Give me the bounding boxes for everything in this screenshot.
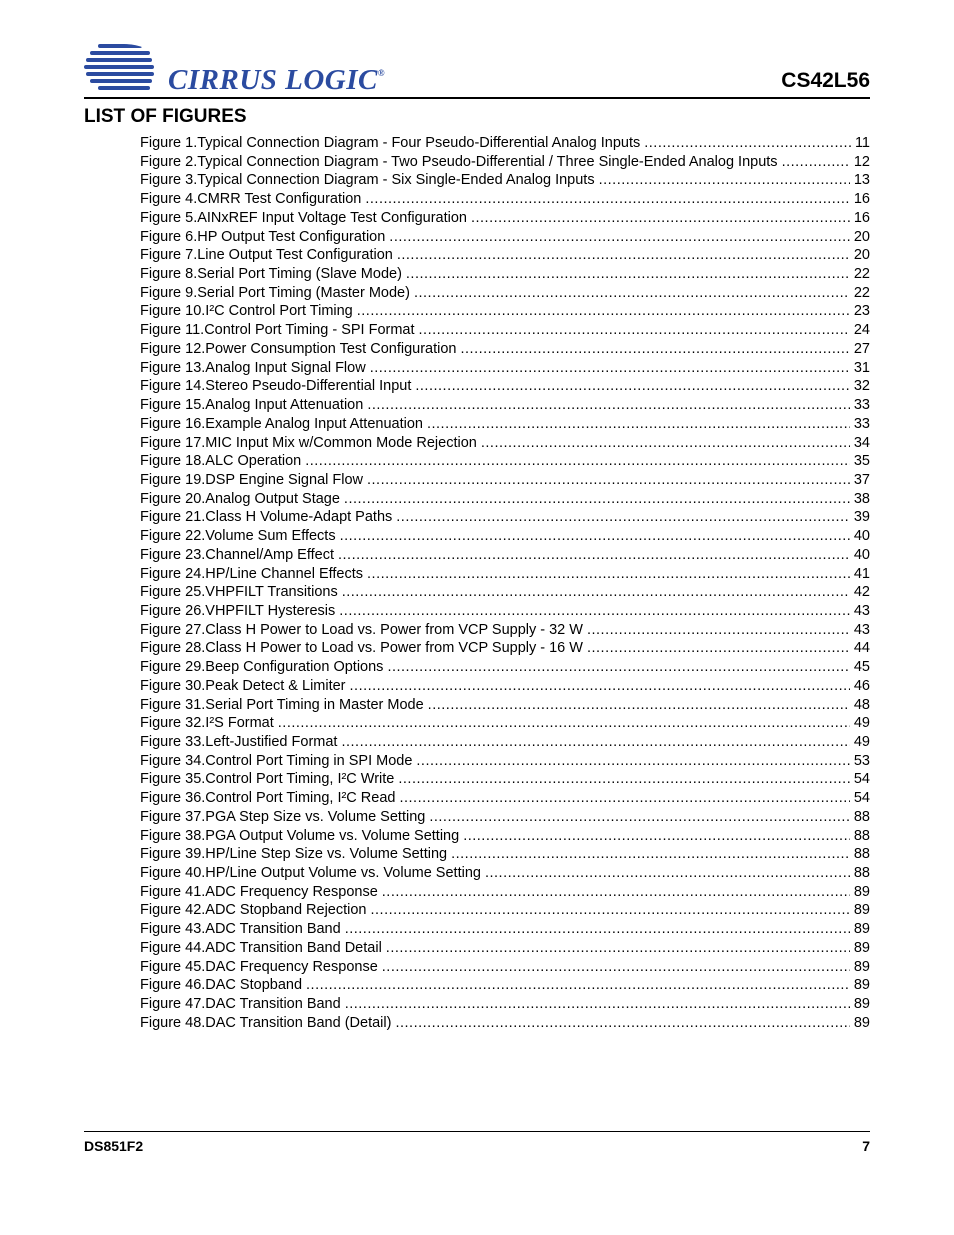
figure-title: Figure 11.Control Port Timing - SPI Format [140, 322, 415, 339]
figure-entry[interactable] [140, 153, 870, 172]
figure-title: Figure 44.ADC Transition Band Detail [140, 939, 382, 956]
figure-entry[interactable] [140, 377, 870, 396]
dot-leader [461, 340, 850, 359]
figure-page-number: 88 [853, 808, 870, 825]
figure-page-number: 37 [853, 471, 870, 488]
figure-page-number: 49 [853, 715, 870, 732]
figure-page-number: 38 [853, 490, 870, 507]
figure-page-number: 24 [853, 322, 870, 339]
figure-title: Figure 12.Power Consumption Test Configuration [140, 340, 457, 357]
figure-title: Figure 36.Control Port Timing, I²C Read [140, 790, 396, 807]
figure-title: Figure 31.Serial Port Timing in Master Mode [140, 696, 424, 713]
dot-leader [415, 377, 849, 396]
figure-title: Figure 38.PGA Output Volume vs. Volume Setting [140, 827, 460, 844]
footer-rule [84, 1131, 870, 1132]
dot-leader [485, 864, 850, 883]
figure-page-number: 89 [853, 902, 870, 919]
dot-leader [367, 471, 850, 490]
figure-entry[interactable] [140, 302, 870, 321]
figure-entry[interactable] [140, 171, 870, 190]
figure-title: Figure 15.Analog Input Attenuation [140, 397, 364, 414]
figure-page-number: 48 [853, 696, 870, 713]
dot-leader [471, 209, 850, 228]
figure-entry[interactable] [140, 883, 870, 902]
figure-list [140, 134, 870, 1033]
figure-entry[interactable] [140, 602, 870, 621]
figure-entry[interactable] [140, 639, 870, 658]
figure-title: Figure 14.Stereo Pseudo-Differential Input [140, 378, 412, 395]
dot-leader [587, 621, 850, 640]
dot-leader [306, 976, 850, 995]
figure-page-number: 33 [853, 397, 870, 414]
page-number: 7 [862, 1138, 870, 1154]
dot-leader [481, 434, 850, 453]
dot-leader [397, 246, 850, 265]
figure-entry[interactable] [140, 939, 870, 958]
dot-leader [414, 284, 850, 303]
dot-leader [416, 752, 849, 771]
dot-leader [382, 958, 850, 977]
dot-leader [371, 901, 850, 920]
dot-leader [344, 490, 850, 509]
figure-title: Figure 19.DSP Engine Signal Flow [140, 471, 363, 488]
company-name: CIRRUS LOGIC® [168, 64, 386, 96]
section-title: LIST OF FIGURES [84, 106, 247, 127]
figure-title: Figure 29.Beep Configuration Options [140, 659, 384, 676]
figure-title: Figure 39.HP/Line Step Size vs. Volume Setting [140, 846, 448, 863]
figure-entry[interactable] [140, 190, 870, 209]
figure-page-number: 39 [853, 509, 870, 526]
figure-title: Figure 41.ADC Frequency Response [140, 883, 378, 900]
figure-entry[interactable] [140, 621, 870, 640]
figure-entry[interactable] [140, 920, 870, 939]
figure-title: Figure 8.Serial Port Timing (Slave Mode) [140, 266, 402, 283]
figure-title: Figure 18.ALC Operation [140, 453, 302, 470]
figure-entry[interactable] [140, 827, 870, 846]
dot-leader [342, 583, 850, 602]
dot-leader [341, 733, 849, 752]
dot-leader [357, 302, 850, 321]
figure-title: Figure 37.PGA Step Size vs. Volume Setting [140, 808, 426, 825]
dot-leader [399, 789, 849, 808]
dot-leader [386, 939, 850, 958]
dot-leader [398, 770, 849, 789]
dot-leader [451, 845, 850, 864]
figure-page-number: 88 [853, 827, 870, 844]
figure-page-number: 88 [853, 846, 870, 863]
figure-page-number: 16 [853, 209, 870, 226]
figure-entry[interactable] [140, 452, 870, 471]
figure-page-number: 23 [853, 303, 870, 320]
dot-leader [406, 265, 850, 284]
dot-leader [587, 639, 850, 658]
figure-page-number: 20 [853, 228, 870, 245]
dot-leader [395, 1014, 849, 1033]
figure-page-number: 13 [853, 172, 870, 189]
figure-entry[interactable] [140, 134, 870, 153]
figure-entry[interactable] [140, 976, 870, 995]
figure-title: Figure 17.MIC Input Mix w/Common Mode Rejection [140, 434, 477, 451]
figure-page-number: 32 [853, 378, 870, 395]
figure-title: Figure 13.Analog Input Signal Flow [140, 359, 366, 376]
figure-page-number: 16 [853, 191, 870, 208]
figure-entry[interactable] [140, 471, 870, 490]
figure-entry[interactable] [140, 901, 870, 920]
figure-entry[interactable] [140, 321, 870, 340]
figure-page-number: 22 [853, 284, 870, 301]
figure-page-number: 42 [853, 584, 870, 601]
figure-page-number: 54 [853, 771, 870, 788]
dot-leader [339, 602, 850, 621]
figure-entry[interactable] [140, 958, 870, 977]
figure-page-number: 54 [853, 790, 870, 807]
dot-leader [345, 995, 850, 1014]
figure-entry[interactable] [140, 565, 870, 584]
figure-entry[interactable] [140, 789, 870, 808]
dot-leader [396, 508, 850, 527]
figure-entry[interactable] [140, 434, 870, 453]
figure-page-number: 35 [853, 453, 870, 470]
figure-title: Figure 28.Class H Power to Load vs. Power from VCP Supply - 16 W [140, 640, 583, 657]
figure-title: Figure 22.Volume Sum Effects [140, 528, 336, 545]
figure-title: Figure 24.HP/Line Channel Effects [140, 565, 364, 582]
figure-title: Figure 25.VHPFILT Transitions [140, 584, 338, 601]
dot-leader [367, 565, 850, 584]
figure-page-number: 49 [853, 734, 870, 750]
document-id: DS851F2 [84, 1138, 144, 1154]
figure-title: Figure 7.Line Output Test Configuration [140, 247, 393, 264]
figure-page-number: 44 [853, 640, 870, 657]
figure-page-number: 22 [853, 266, 870, 283]
figure-page-number: 33 [853, 415, 870, 432]
figure-entry[interactable] [140, 752, 870, 771]
dot-leader [370, 359, 850, 378]
dot-leader [345, 920, 850, 939]
figure-entry[interactable] [140, 246, 870, 265]
figure-page-number: 12 [853, 153, 870, 170]
figure-entry[interactable] [140, 209, 870, 228]
figure-page-number: 89 [853, 921, 870, 938]
figure-title: Figure 3.Typical Connection Diagram - Six Single-Ended Analog Inputs [140, 172, 595, 189]
dot-leader [599, 171, 850, 190]
figure-entry[interactable] [140, 864, 870, 883]
figure-title: Figure 47.DAC Transition Band [140, 996, 341, 1013]
cirrus-logic-swoosh-icon [84, 42, 168, 98]
figure-entry[interactable] [140, 546, 870, 565]
figure-entry[interactable] [140, 1014, 870, 1033]
figure-title: Figure 16.Example Analog Input Attenuation [140, 415, 423, 432]
figure-title: Figure 4.CMRR Test Configuration [140, 191, 362, 208]
dot-leader [389, 228, 850, 247]
figure-title: Figure 2.Typical Connection Diagram - Two Pseudo-Differential / Three Single-Ended Analog Inputs [140, 153, 778, 170]
dot-leader [305, 452, 850, 471]
figure-page-number: 27 [853, 340, 870, 357]
figure-title: Figure 26.VHPFILT Hysteresis [140, 602, 336, 619]
dot-leader [350, 677, 850, 696]
figure-entry[interactable] [140, 508, 870, 527]
dot-leader [429, 808, 850, 827]
figure-title: Figure 10.I²C Control Port Timing [140, 303, 353, 320]
figure-page-number: 43 [853, 602, 870, 619]
figure-entry[interactable] [140, 284, 870, 303]
figure-title: Figure 27.Class H Power to Load vs. Power from VCP Supply - 32 W [140, 621, 583, 638]
figure-entry[interactable] [140, 396, 870, 415]
figure-entry[interactable] [140, 583, 870, 602]
dot-leader [427, 415, 850, 434]
figure-title: Figure 48.DAC Transition Band (Detail) [140, 1014, 392, 1031]
figure-entry[interactable] [140, 995, 870, 1014]
part-number: CS42L56 [781, 69, 870, 92]
cirrus-logic-logo [84, 42, 386, 98]
dot-leader [338, 546, 850, 565]
figure-title: Figure 21.Class H Volume-Adapt Paths [140, 509, 393, 526]
dot-leader [428, 696, 850, 715]
figure-title: Figure 20.Analog Output Stage [140, 490, 340, 507]
figure-title: Figure 34.Control Port Timing in SPI Mode [140, 752, 413, 769]
dot-leader [419, 321, 850, 340]
figure-page-number: 34 [853, 434, 870, 451]
figure-page-number: 89 [853, 996, 870, 1013]
figure-title: Figure 46.DAC Stopband [140, 977, 303, 994]
figure-entry[interactable] [140, 490, 870, 509]
figure-page-number: 31 [853, 359, 870, 376]
figure-title: Figure 6.HP Output Test Configuration [140, 228, 386, 245]
dot-leader [365, 190, 850, 209]
dot-leader [278, 714, 850, 733]
figure-page-number: 89 [853, 939, 870, 956]
dot-leader [367, 396, 850, 415]
dot-leader [387, 658, 849, 677]
figure-entry[interactable] [140, 696, 870, 715]
figure-entry[interactable] [140, 658, 870, 677]
figure-entry[interactable] [140, 340, 870, 359]
figure-title: Figure 42.ADC Stopband Rejection [140, 902, 367, 919]
figure-title: Figure 40.HP/Line Output Volume vs. Volume Setting [140, 865, 481, 882]
figure-entry[interactable] [140, 415, 870, 434]
figure-title: Figure 5.AINxREF Input Voltage Test Configuration [140, 209, 467, 226]
figure-page-number: 53 [853, 752, 870, 769]
figure-page-number: 46 [853, 677, 870, 694]
dot-leader [463, 827, 850, 846]
figure-title: Figure 30.Peak Detect & Limiter [140, 677, 346, 694]
figure-entry[interactable] [140, 228, 870, 247]
figure-entry[interactable] [140, 714, 870, 733]
dot-leader [340, 527, 850, 546]
figure-entry[interactable] [140, 359, 870, 378]
figure-title: Figure 23.Channel/Amp Effect [140, 546, 334, 563]
figure-page-number: 40 [853, 528, 870, 545]
figure-page-number: 20 [853, 247, 870, 264]
figure-page-number: 11 [854, 135, 870, 151]
figure-entry[interactable] [140, 808, 870, 827]
dot-leader [382, 883, 850, 902]
figure-entry[interactable] [140, 770, 870, 789]
figure-title: Figure 33.Left-Justified Format [140, 734, 338, 750]
figure-entry[interactable] [140, 265, 870, 284]
figure-page-number: 89 [853, 958, 870, 975]
figure-entry[interactable] [140, 733, 870, 752]
figure-entry[interactable] [140, 845, 870, 864]
figure-title: Figure 45.DAC Frequency Response [140, 958, 378, 975]
figure-entry[interactable] [140, 677, 870, 696]
figure-page-number: 89 [853, 1014, 870, 1031]
figure-title: Figure 43.ADC Transition Band [140, 921, 341, 938]
figure-title: Figure 32.I²S Format [140, 715, 274, 732]
figure-page-number: 40 [853, 546, 870, 563]
dot-leader [644, 134, 851, 153]
figure-page-number: 89 [853, 977, 870, 994]
figure-title: Figure 1.Typical Connection Diagram - Four Pseudo-Differential Analog Inputs [140, 135, 641, 151]
figure-title: Figure 9.Serial Port Timing (Master Mode) [140, 284, 410, 301]
figure-page-number: 43 [853, 621, 870, 638]
figure-entry[interactable] [140, 527, 870, 546]
dot-leader [782, 153, 850, 172]
header-rule [84, 97, 870, 99]
figure-page-number: 45 [853, 659, 870, 676]
figure-page-number: 41 [853, 565, 870, 582]
figure-title: Figure 35.Control Port Timing, I²C Write [140, 771, 395, 788]
figure-page-number: 89 [853, 883, 870, 900]
figure-page-number: 88 [853, 865, 870, 882]
